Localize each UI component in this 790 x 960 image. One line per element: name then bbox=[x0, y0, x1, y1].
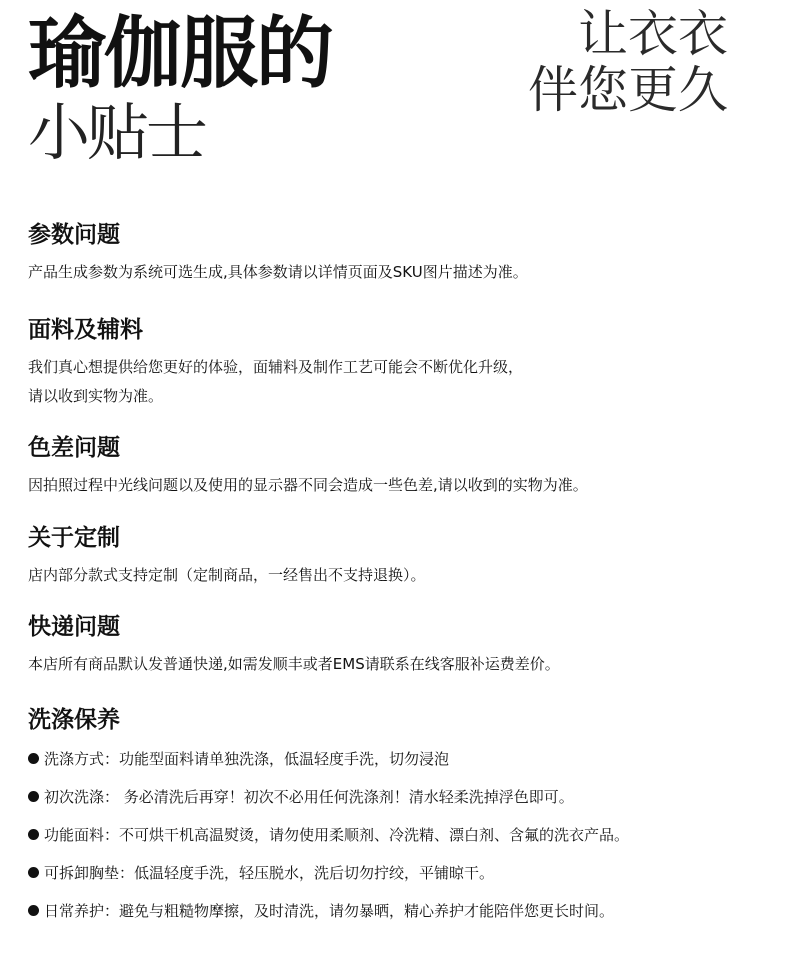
care-item-text: 功能面料：不可烘干机高温熨烫，请勿使用柔顺剂、冷洗精、漂白剂、含氟的洗衣产品。 bbox=[44, 826, 630, 844]
section-title: 色差问题 bbox=[28, 435, 120, 461]
care-item-text: 初次洗涤： 务必清洗后再穿！初次不必用任何洗涤剂！清水轻柔洗掉浮色即可。 bbox=[44, 788, 574, 806]
section-text: 产品生成参数为系统可选生成,具体参数请以详情页面及SKU图片描述为准。 bbox=[28, 263, 528, 281]
section-text: 因拍照过程中光线问题以及使用的显示器不同会造成一些色差,请以收到的实物为准。 bbox=[28, 476, 588, 494]
section-title: 参数问题 bbox=[28, 222, 120, 248]
bullet-dot-icon bbox=[28, 829, 39, 840]
section-parameters bbox=[28, 212, 528, 287]
slogan-line-2: 伴您更久 bbox=[528, 61, 728, 119]
section-shipping bbox=[28, 604, 560, 679]
list-item bbox=[28, 825, 629, 863]
slogan bbox=[528, 6, 728, 118]
care-item-text: 可拆卸胸垫：低温轻度手洗，轻压脱水，洗后切勿拧绞，平铺晾干。 bbox=[44, 864, 495, 882]
section-title: 洗涤保养 bbox=[28, 707, 120, 733]
page-title: 瑜伽服的 bbox=[28, 9, 333, 99]
care-item-text: 日常养护：避免与粗糙物摩擦，及时清洗，请勿暴晒，精心养护才能陪伴您更长时间。 bbox=[44, 902, 615, 920]
section-text: 店内部分款式支持定制（定制商品，一经售出不支持退换）。 bbox=[28, 566, 426, 584]
list-item bbox=[28, 901, 629, 939]
section-title: 关于定制 bbox=[28, 525, 120, 551]
section-title: 快递问题 bbox=[28, 614, 120, 640]
bullet-dot-icon bbox=[28, 905, 39, 916]
section-text: 本店所有商品默认发普通快递,如需发顺丰或者EMS请联系在线客服补运费差价。 bbox=[28, 655, 560, 673]
slogan-line-1: 让衣衣 bbox=[578, 5, 728, 63]
section-text: 请以收到实物为准。 bbox=[28, 387, 164, 405]
section-fabric bbox=[28, 307, 523, 411]
care-list bbox=[28, 749, 629, 939]
section-care bbox=[28, 697, 629, 939]
list-item bbox=[28, 787, 629, 825]
section-title: 面料及辅料 bbox=[28, 317, 143, 343]
bullet-dot-icon bbox=[28, 867, 39, 878]
bullet-dot-icon bbox=[28, 791, 39, 802]
page-subtitle: 小贴士 bbox=[28, 96, 206, 169]
list-item bbox=[28, 863, 629, 901]
bullet-dot-icon bbox=[28, 753, 39, 764]
section-customization bbox=[28, 515, 426, 590]
section-text: 我们真心想提供给您更好的体验，面辅料及制作工艺可能会不断优化升级， bbox=[28, 358, 524, 376]
section-color-difference bbox=[28, 425, 588, 500]
list-item bbox=[28, 749, 629, 787]
care-item-text: 洗涤方式：功能型面料请单独洗涤，低温轻度手洗，切勿浸泡 bbox=[44, 750, 450, 768]
